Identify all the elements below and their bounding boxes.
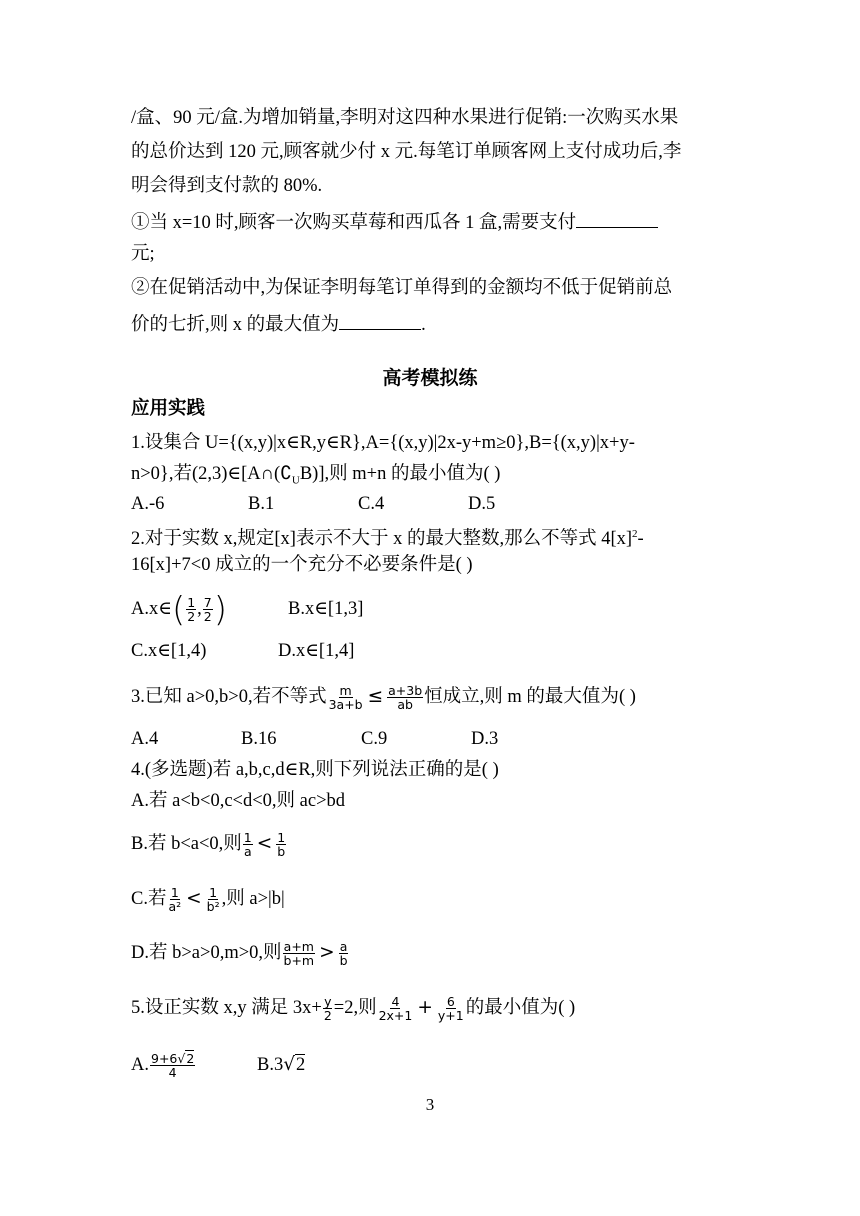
q5-option-b-pre: B.3 (257, 1055, 284, 1075)
q5-option-a (131, 1050, 257, 1080)
frac-den: 2 (203, 609, 212, 625)
q3-post: 恒成立,则 m 的最大值为( ) (424, 687, 636, 707)
q1-option-d: D.5 (468, 494, 496, 514)
intro-line-3: 明会得到支付款的 80%. (131, 176, 323, 196)
q1-line-1: 1.设集合 U={(x,y)|x∈R,y∈R},A={(x,y)|2x-y+m≥0},B={(x,y)|x+y- (131, 433, 635, 453)
q4-option-b (131, 829, 287, 859)
q1-option-b: B.1 (248, 494, 275, 514)
frac-den: b² (206, 899, 220, 915)
q5-option-b (257, 1050, 305, 1080)
q4-d-frac-left (283, 940, 316, 967)
frac-num: 4 (391, 994, 400, 1010)
sqrt-icon: √ (283, 1054, 296, 1075)
frac-num: 1 (209, 885, 218, 901)
intro-line-5: 元; (131, 244, 155, 264)
q1-line-2 (131, 461, 500, 487)
q2-option-a: A.x∈( $\frac{1}{2}$ , $\frac{7}{2}$ ) (131, 589, 227, 630)
frac-num: 1 (170, 885, 179, 901)
q3-option-a: A.4 (131, 729, 159, 749)
intro-line-2: 的总价达到 120 元,顾客就少付 x 元.每笔订单顾客网上支付成功后,李 (131, 142, 682, 162)
q2-frac-half (186, 596, 196, 623)
q1-text-2b: B)],则 m+n 的最小值为( ) (299, 464, 501, 484)
frac-num: a+m (283, 939, 314, 955)
q4-c-frac-left (167, 886, 182, 913)
q2-superscript: 2 (632, 528, 638, 540)
q2-text-1b: - (637, 529, 644, 550)
frac-num: 1 (243, 830, 252, 846)
q4-option-b-pre: B.若 b<a<0,则 (131, 834, 242, 854)
q5-a-frac (150, 1052, 195, 1079)
intro-line-1: /盒、90 元/盒.为增加销量,李明对这四种水果进行促销:一次购买水果 (131, 108, 679, 128)
q2-text-1: 2.对于实数 x,规定[x]表示不大于 x 的最大整数,那么不等式 4[x] (131, 529, 633, 550)
q1-option-a: A.-6 (131, 494, 165, 514)
q2-close-paren: ) (213, 589, 227, 630)
frac-num: a (339, 939, 348, 955)
q4-d-frac-right (339, 940, 349, 967)
q3-stem (131, 682, 636, 712)
q3-pre: 3.已知 a>0,b>0,若不等式 (131, 687, 327, 707)
q1-text-2a: n>0},若(2,3)∈[A∩(∁ (131, 464, 292, 484)
frac-num: m (339, 683, 352, 699)
q4-option-c-pre: C.若 (131, 889, 167, 909)
q3-relation: ≤ (367, 686, 384, 707)
frac-den: ab (397, 697, 413, 713)
num-part: 9+6 (151, 1051, 178, 1067)
q2-open-paren: ( (171, 589, 186, 630)
frac-num: 6 (446, 994, 455, 1010)
frac-num: 1 (277, 830, 286, 846)
q4-option-a: A.若 a<b<0,c<d<0,则 ac>bd (131, 791, 345, 811)
frac-den: y+1 (437, 1008, 464, 1024)
q5-frac-left (378, 995, 414, 1022)
frac-den: 2x+1 (378, 1008, 413, 1024)
q4-d-relation: > (319, 942, 335, 963)
frac-den: b (339, 953, 348, 969)
q2-option-c: C.x∈[1,4) (131, 641, 207, 661)
q2-line-2: 16[x]+7<0 成立的一个充分不必要条件是( ) (131, 555, 473, 575)
frac-den: 3a+b (328, 697, 363, 713)
q2-line-1 (131, 521, 644, 550)
q4-option-d (131, 938, 350, 968)
q5-pre: 5.设正实数 x,y 满足 3x+ (131, 998, 322, 1018)
frac-den: 2 (323, 1008, 332, 1024)
q3-option-d: D.3 (471, 729, 499, 749)
q1-subscript: U (291, 474, 300, 487)
q2-option-b: B.x∈[1,3] (288, 599, 364, 619)
q2-options-ab (131, 589, 364, 630)
q4-option-c-post: ,则 a>|b| (221, 889, 285, 909)
q3-option-b: B.16 (241, 729, 277, 749)
q4-b-relation: < (256, 833, 273, 854)
radicand: 2 (296, 1055, 306, 1075)
q5-frac-y-half (323, 995, 333, 1022)
frac-den: a² (168, 899, 182, 915)
intro-text-4: ①当 x=10 时,顾客一次购买草莓和西瓜各 1 盒,需要支付 (131, 213, 577, 233)
q5-frac-right (437, 995, 465, 1022)
frac-den: a (243, 844, 252, 860)
q4-b-frac-left (243, 831, 253, 858)
subsection-title: 应用实践 (131, 399, 206, 419)
frac-den: b+m (283, 953, 315, 969)
q4-c-relation: < (186, 888, 202, 909)
frac-num: 1 (187, 595, 196, 611)
q3-option-c: C.9 (361, 729, 388, 749)
section-title: 高考模拟练 (382, 368, 478, 389)
q4-b-frac-right (276, 831, 286, 858)
frac-num: 7 (203, 595, 212, 611)
intro-text-7-end: . (421, 315, 426, 335)
q1-option-c: C.4 (358, 494, 385, 514)
q2-option-d: D.x∈[1,4] (278, 641, 355, 661)
q2-option-a-prefix: A.x∈ (131, 599, 172, 619)
q5-stem (131, 993, 575, 1023)
frac-num: y (324, 994, 332, 1010)
q2-options-cd (131, 638, 354, 664)
q4-option-c (131, 884, 285, 914)
q3-options (131, 726, 498, 752)
frac-den: b (277, 844, 286, 860)
q2-frac-seven-half (203, 596, 213, 623)
answer-blank-2 (339, 309, 421, 330)
q4-stem: 4.(多选题)若 a,b,c,d∈R,则下列说法正确的是( ) (131, 760, 499, 780)
frac-den: 4 (168, 1065, 177, 1081)
q5-plus: + (417, 997, 433, 1018)
intro-text-7: 价的七折,则 x 的最大值为 (131, 315, 340, 335)
q4-c-frac-right (206, 886, 221, 913)
q1-options (131, 491, 495, 517)
intro-line-7 (131, 309, 426, 335)
q5-post: 的最小值为( ) (465, 998, 576, 1018)
page-number: 3 (425, 1095, 435, 1114)
frac-den: 2 (187, 609, 196, 625)
intro-line-6: ②在促销活动中,为保证李明每笔订单得到的金额均不低于促销前总 (131, 278, 673, 298)
q3-frac-right (387, 684, 423, 711)
frac-num: 9+6√2 (151, 1051, 195, 1067)
q5-mid: =2,则 (333, 998, 377, 1018)
q4-option-d-pre: D.若 b>a>0,m>0,则 (131, 943, 282, 963)
answer-blank-1 (576, 207, 658, 228)
radicand: 2 (186, 1051, 195, 1067)
intro-line-4 (131, 207, 658, 233)
q3-frac-left (328, 684, 364, 711)
q5-options (131, 1050, 305, 1080)
frac-num: a+3b (388, 683, 423, 699)
q5-option-a-pre: A. (131, 1055, 149, 1075)
